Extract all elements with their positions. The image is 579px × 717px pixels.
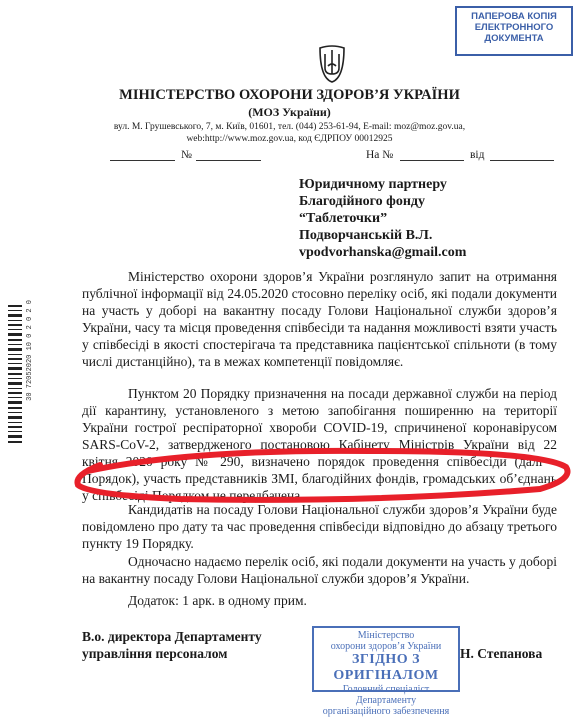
- recipient-line: Благодійного фонду: [299, 194, 425, 209]
- paragraph-4: Одночасно надаємо перелік осіб, які подали документи на участь у доборі на вакантну посаду Голови Національної служби здоров’я України.: [82, 554, 557, 586]
- ministry-address: [0, 121, 579, 145]
- stamp-line: ПАПЕРОВА КОПІЯ: [471, 11, 557, 22]
- signatory-title-line: управління персоналом: [82, 646, 228, 661]
- coat-of-arms-icon: [318, 44, 346, 84]
- barcode-number: 30 72052020 10 0 2 0 2 0: [26, 300, 34, 401]
- address-line: вул. М. Грушевського, 7, м. Київ, 01601, тел. (044) 253-61-94, E-mail: moz@moz.gov.ua,: [113, 122, 466, 132]
- red-highlight-oval: [70, 445, 575, 505]
- stamp-line: Головний спеціаліст Департаменту: [342, 684, 430, 706]
- blank-line: [400, 160, 464, 161]
- attachment-note: Додаток: 1 арк. в одному прим.: [128, 593, 307, 608]
- recipient-line: Юридичному партнеру: [299, 177, 447, 192]
- stamp-line: Міністерство: [357, 630, 415, 641]
- electronic-copy-stamp: [455, 6, 573, 56]
- recipient-block: [299, 176, 466, 261]
- blank-line: [196, 160, 261, 161]
- stamp-line: охорони здоров’я України: [330, 641, 442, 652]
- stamp-line: організаційного забезпечення: [322, 706, 450, 717]
- incoming-number-label: На №: [366, 149, 394, 161]
- stamp-line: ЕЛЕКТРОННОГО: [474, 22, 554, 33]
- number-label: №: [181, 149, 192, 161]
- paragraph-1: Міністерство охорони здоров’я України розглянуло запит на отримання публічної інформації від 24.05.2020 стосовно переліку осіб, які подали документи на участь у доборі на вакантну посаду Голови Національної служби здоров’я України, часу та місця проведення співбесіди та надання можливості взяти участь у співбесіді в якості спостерігача та представника пацієнтської спільноти (в тому числі дистанційно), та в межах компетенції повідомляє.: [82, 269, 557, 369]
- stamp-line: ДОКУМЕНТА: [484, 33, 544, 44]
- recipient-line: “Таблеточки”: [299, 211, 388, 226]
- signatory-title: [82, 628, 262, 662]
- barcode-icon: [8, 305, 22, 445]
- ministry-abbr: (МОЗ України): [248, 105, 331, 119]
- blank-line: [110, 160, 175, 161]
- recipient-email: vpodvorhanska@gmail.com: [299, 245, 467, 260]
- signatory-name: Н. Степанова: [460, 646, 543, 661]
- reference-line: [0, 155, 579, 161]
- paragraph-3: Кандидатів на посаду Голови Національної служби здоров’я України буде повідомлено про дату та час проведення співбесіди відповідно до абзацу третього пункту 19 Порядку.: [82, 502, 557, 551]
- address-line: web:http://www.moz.gov.ua, код ЄДРПОУ 00012925: [186, 134, 393, 144]
- stamp-line: ЗГІДНО З ОРИГІНАЛОМ: [333, 652, 439, 683]
- blank-line: [490, 160, 554, 161]
- date-label: від: [470, 149, 485, 161]
- signatory-title-line: В.о. директора Департаменту: [82, 629, 262, 644]
- certified-copy-stamp: [312, 626, 460, 717]
- recipient-line: Подворчанській В.Л.: [299, 228, 433, 243]
- ministry-name: МІНІСТЕРСТВО ОХОРОНИ ЗДОРОВ’Я УКРАЇНИ: [119, 87, 460, 103]
- paragraph-2: Пунктом 20 Порядку призначення на посади державної служби на період дії карантину, установленого з метою запобігання поширенню на території України гострої респіраторної хвороби COVID-19, спричиненої коронавірусом SARS-CoV-2, затвердженого постановою Кабінету Міністрів України від 22 квітня 2020 року № 290, визначено порядок проведення співбесіди (далі – Порядок), участь представників ЗМІ, благодійних фондів, громадських об’єднань у співбесіді Порядком не передбачена.: [82, 386, 557, 503]
